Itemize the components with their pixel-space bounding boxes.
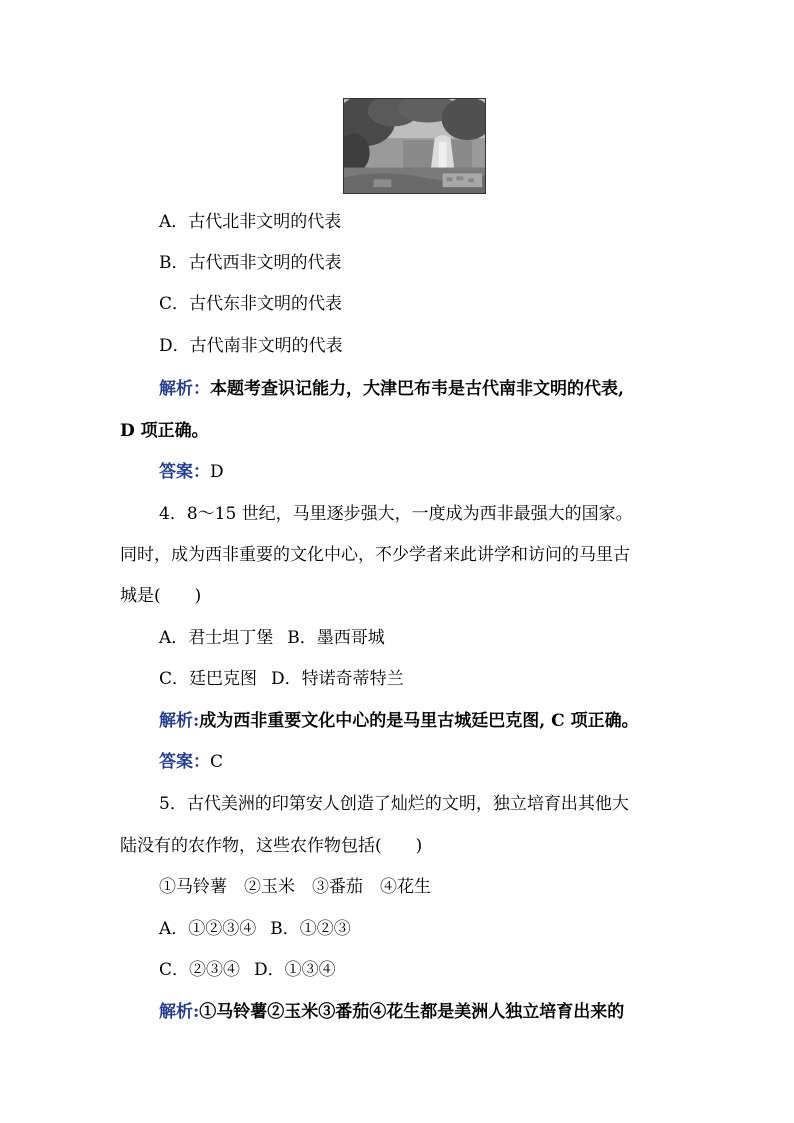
q3-analysis-text-2: D 项正确。 [120, 421, 209, 441]
answer-value: D [210, 462, 224, 482]
answer-label: 答案 [159, 752, 193, 772]
analysis-label: 解析 [159, 1002, 193, 1022]
q4-option-a: A．君士坦丁堡 [159, 628, 274, 648]
analysis-label: 解析 [159, 379, 193, 399]
q3-analysis-text-1: 本题考查识记能力，大津巴布韦是古代南非文明的代表, [210, 379, 624, 399]
q4-analysis [0, 709, 794, 733]
q4-analysis-text: 成为西非重要文化中心的是马里古城廷巴克图, C 项正确。 [199, 711, 639, 731]
analysis-sep: : [193, 1002, 200, 1022]
q4-answer [0, 750, 794, 774]
q3-option-b: B．古代西非文明的代表 [159, 253, 342, 273]
q4-stem-line-1: 4．8～15 世纪，马里逐步强大，一度成为西非最强大的国家。 [159, 504, 633, 524]
q5-analysis [0, 1000, 794, 1024]
answer-sep: ： [193, 462, 210, 482]
q4-stem-line-2: 同时，成为西非重要的文化中心，不少学者来此讲学和访问的马里古 [120, 545, 630, 565]
q5-options-cd [0, 958, 794, 982]
q5-option-d: D．①③④ [254, 960, 336, 980]
q4-option-c: C．廷巴克图 [159, 669, 258, 689]
q4-stem-line-3: 城是( ) [120, 586, 202, 606]
q5-options-ab [0, 917, 794, 941]
q3-option-d: D．古代南非文明的代表 [159, 336, 343, 356]
analysis-sep: : [193, 711, 200, 731]
analysis-label: 解析 [159, 711, 193, 731]
q4-options-cd [0, 667, 794, 691]
q5-option-a: A．①②③④ [159, 919, 257, 939]
q5-items: ①马铃薯 ②玉米 ③番茄 ④花生 [159, 877, 431, 897]
answer-value: C [210, 752, 224, 772]
great-zimbabwe-photo [343, 98, 486, 194]
q3-option-a: A．古代北非文明的代表 [159, 212, 342, 232]
q3-answer [0, 460, 794, 484]
answer-label: 答案 [159, 462, 193, 482]
q3-option-c: C．古代东非文明的代表 [159, 294, 343, 314]
q4-option-b: B．墨西哥城 [287, 628, 385, 648]
q5-option-c: C．②③④ [159, 960, 241, 980]
answer-sep: ： [193, 752, 210, 772]
analysis-sep: ： [193, 379, 210, 399]
q4-option-d: D．特诺奇蒂特兰 [271, 669, 404, 689]
q5-stem-line-1: 5．古代美洲的印第安人创造了灿烂的文明，独立培育出其他大 [159, 794, 629, 814]
photo-illustration [344, 99, 485, 193]
q5-stem-line-2: 陆没有的农作物，这些农作物包括( ) [120, 836, 423, 856]
q3-analysis [0, 377, 794, 401]
q4-options-ab [0, 626, 794, 650]
q5-analysis-text: ①马铃薯②玉米③番茄④花生都是美洲人独立培育出来的 [199, 1002, 625, 1022]
q5-option-b: B．①②③ [270, 919, 351, 939]
